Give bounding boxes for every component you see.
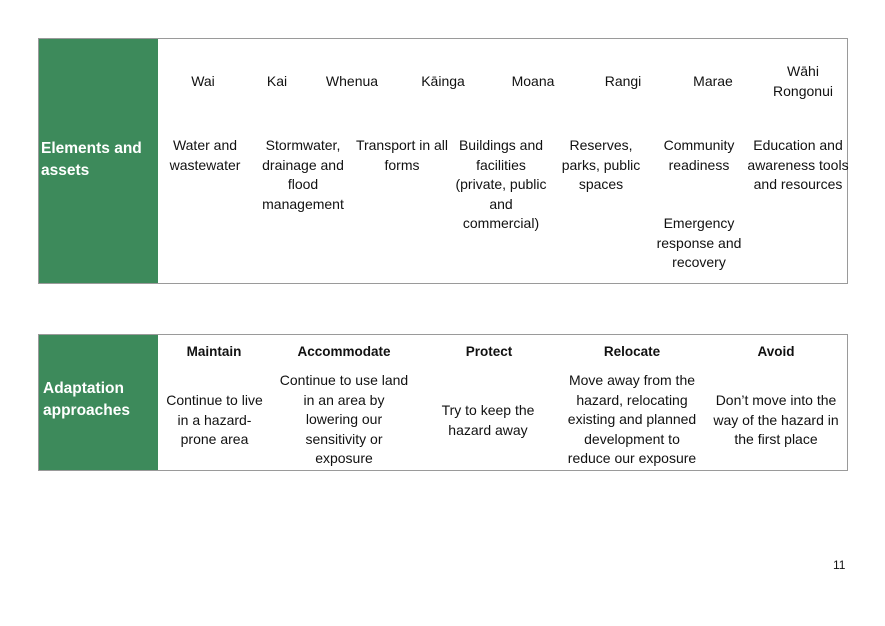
adaptation-label: Adaptation approaches xyxy=(43,380,131,419)
adaptation-approaches-table xyxy=(38,334,848,471)
header-moana: Moana xyxy=(511,73,555,89)
elements-assets-table xyxy=(38,38,848,284)
header-marae: Marae xyxy=(693,73,733,89)
spacer xyxy=(651,195,747,215)
header-avoid: Avoid xyxy=(757,344,795,359)
cell-moana: Reserves, parks, public spaces xyxy=(561,137,641,192)
header-relocate: Relocate xyxy=(603,344,661,359)
marae-readiness-text: Community readiness xyxy=(663,137,735,173)
header-protect: Protect xyxy=(465,344,513,359)
header-kai: Kai xyxy=(266,73,288,89)
elements-assets-label-cell xyxy=(39,39,158,283)
adaptation-label-cell xyxy=(39,335,158,470)
header-whenua: Whenua xyxy=(325,73,379,89)
header-rangi: Rangi xyxy=(604,73,642,89)
spacer xyxy=(651,175,747,195)
header-maintain: Maintain xyxy=(186,344,242,359)
cell-protect: Try to keep the hazard away xyxy=(441,402,535,438)
marae-emergency-text: Emergency response and recovery xyxy=(656,215,742,270)
cell-maintain: Continue to live in a hazard-prone area xyxy=(166,392,263,447)
elements-assets-label: Elements and assets xyxy=(41,140,142,179)
header-wahi-rongonui: Wāhi Rongonui xyxy=(773,63,833,99)
page-number: 11 xyxy=(833,558,846,572)
cell-wai: Water and wastewater xyxy=(169,137,241,173)
cell-whenua: Transport in all forms xyxy=(355,137,449,173)
cell-accommodate: Continue to use land in an area by lowering our sensitivity or exposure xyxy=(279,372,409,466)
cell-relocate: Move away from the hazard, relocating existing and planned development to reduce our exposure xyxy=(567,372,697,466)
cell-avoid: Don’t move into the way of the hazard in the first place xyxy=(713,392,839,447)
cell-kai: Stormwater, drainage and flood management xyxy=(262,137,344,212)
header-kainga: Kāinga xyxy=(421,73,465,89)
cell-marae xyxy=(651,136,747,273)
header-accommodate: Accommodate xyxy=(297,344,391,359)
header-wai: Wai xyxy=(191,73,215,89)
cell-kainga: Buildings and facilities (private, public and commercial) xyxy=(455,137,547,231)
cell-wahi-rongonui: Education and awareness tools and resources xyxy=(747,137,849,192)
